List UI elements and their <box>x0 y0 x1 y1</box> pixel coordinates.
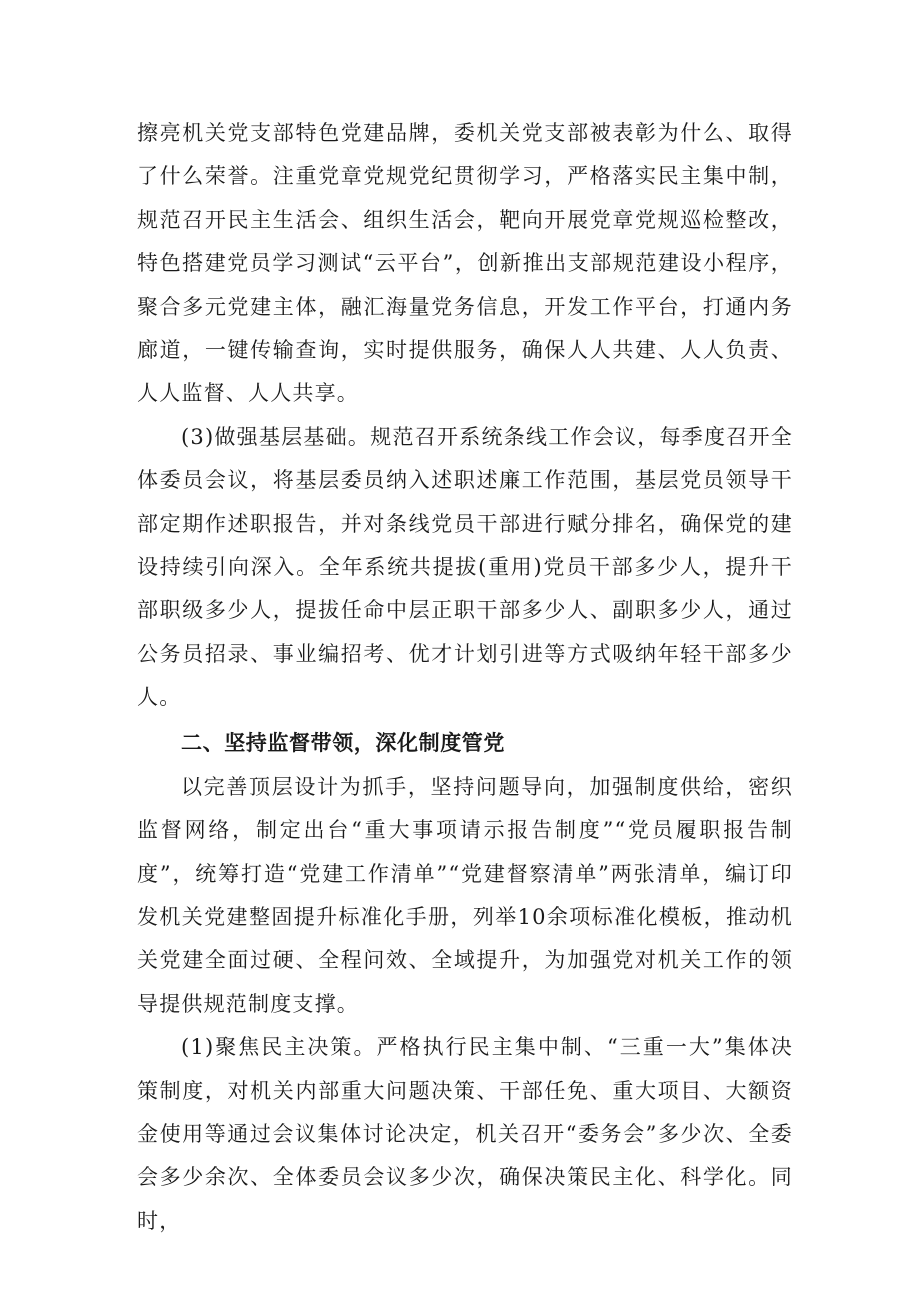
body-paragraph-1: 擦亮机关党支部特色党建品牌，委机关党支部被表彰为什么、取得了什么荣誉。注重党章党规党纪贯彻学习，严格落实民主集中制，规范召开民主生活会、组织生活会，靶向开展党章党规巡检整改，特色搭建党员学习测试“云平台”，创新推出支部规范建设小程序，聚合多元党建主体，融汇海量党务信息，开发工作平台，打通内务廊道，一键传输查询，实时提供服务，确保人人共建、人人负责、人人监督、人人共享。 <box>137 121 793 406</box>
document-page <box>137 112 793 1243</box>
section-heading: 二、坚持监督带领，深化制度管党 <box>181 730 505 755</box>
body-paragraph-3: 以完善顶层设计为抓手，坚持问题导向，加强制度供给，密织监督网络，制定出台“重大事项请示报告制度”“党员履职报告制度”，统筹打造“党建工作清单”“党建督察清单”两张清单，编订印发机关党建整固提升标准化手册，列举10余项标准化模板，推动机关党建全面过硬、全程问效、全域提升，为加强党对机关工作的领导提供规范制度支撑。 <box>137 774 793 1016</box>
body-paragraph-4: (1)聚焦民主决策。严格执行民主集中制、“三重一大”集体决策制度，对机关内部重大问题决策、干部任免、重大项目、大额资金使用等通过会议集体讨论决定，机关召开“委务会”多少次、全委会多少余次、全体委员会议多少次，确保决策民主化、科学化。同时， <box>137 1035 793 1233</box>
body-paragraph-2: (3)做强基层基础。规范召开系统条线工作会议，每季度召开全体委员会议，将基层委员纳入述职述廉工作范围，基层党员领导干部定期作述职报告，并对条线党员干部进行赋分排名，确保党的建设持续引向深入。全年系统共提拔(重用)党员干部多少人，提升干部职级多少人，提拔任命中层正职干部多少人、副职多少人，通过公务员招录、事业编招考、优才计划引进等方式吸纳年轻干部多少人。 <box>137 424 793 710</box>
